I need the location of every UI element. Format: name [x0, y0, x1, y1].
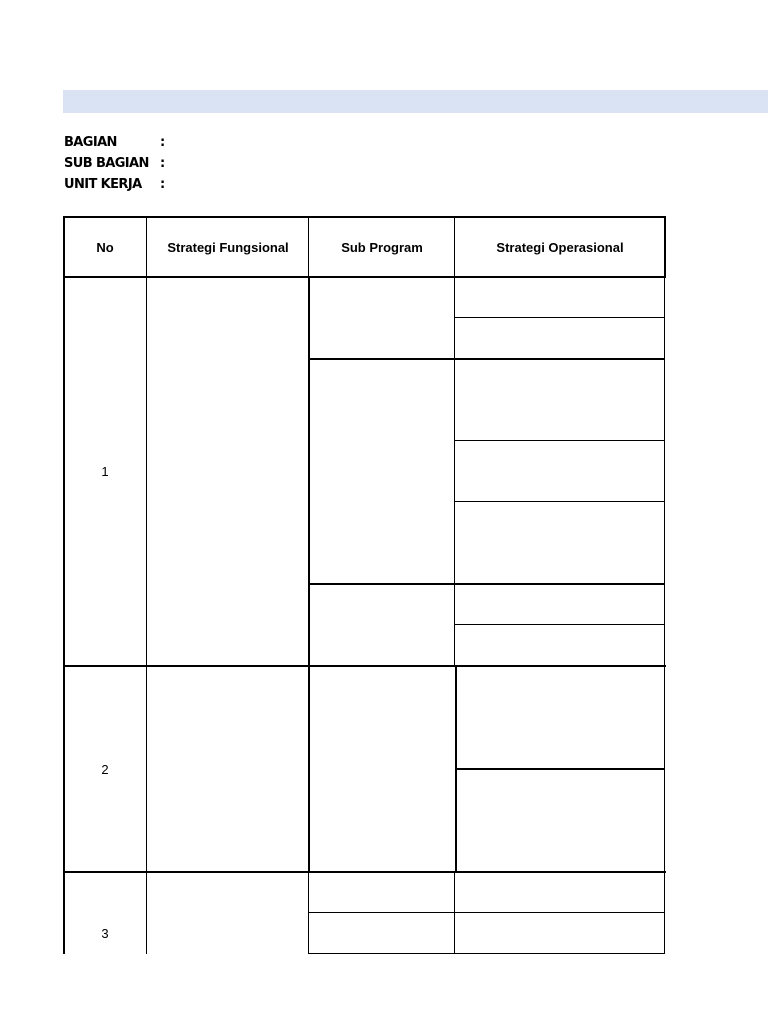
row1-op-divider-1 [455, 317, 665, 318]
row3-right-border [664, 873, 665, 954]
header-right-border [664, 216, 666, 276]
row1-op-divider-3 [455, 501, 665, 502]
row1-bottom-border [63, 665, 666, 667]
row1-op-divider-4 [455, 624, 665, 625]
field-unit-kerja [64, 175, 165, 195]
row1-sub-divider-1 [309, 358, 665, 360]
field-label: BAGIAN [64, 135, 117, 150]
row-number-3: 3 [101, 925, 109, 941]
col-divider-subprogram-header [454, 216, 455, 277]
row3-subprogram-right [454, 873, 455, 954]
header-no: No [96, 239, 114, 255]
row-number-1: 1 [101, 464, 109, 479]
row3-divider-2 [309, 953, 665, 954]
header-bottom-border [63, 276, 666, 278]
col-divider-no [146, 216, 147, 954]
field-label: SUB BAGIAN [64, 156, 149, 171]
col-divider-fungsional-header [308, 216, 309, 277]
field-bagian [64, 133, 165, 153]
row3-divider-1 [309, 912, 665, 913]
title-band [63, 90, 768, 113]
header-sub-program: Sub Program [341, 239, 423, 255]
row3-subprogram-left [308, 873, 309, 954]
row1-op-divider-2 [455, 440, 665, 441]
field-separator: : [160, 135, 165, 150]
field-separator: : [160, 177, 165, 192]
header-strategi-operasional: Strategi Operasional [496, 239, 624, 255]
field-label: UNIT KERJA [64, 177, 142, 192]
row2-op-divider [456, 768, 665, 770]
row1-right-border [664, 277, 665, 667]
row1-subprogram-right [454, 277, 455, 667]
row2-subprogram-left [308, 667, 310, 872]
row1-subprogram-left [308, 277, 310, 667]
field-sub-bagian [64, 154, 165, 174]
row1-sub-divider-2 [309, 583, 665, 585]
row2-bottom-border [63, 871, 666, 873]
row-number-2: 2 [101, 761, 109, 777]
header-strategi-fungsional: Strategi Fungsional [167, 239, 289, 255]
table-top-border [63, 216, 666, 218]
table-left-border [63, 216, 65, 954]
field-separator: : [160, 156, 165, 171]
